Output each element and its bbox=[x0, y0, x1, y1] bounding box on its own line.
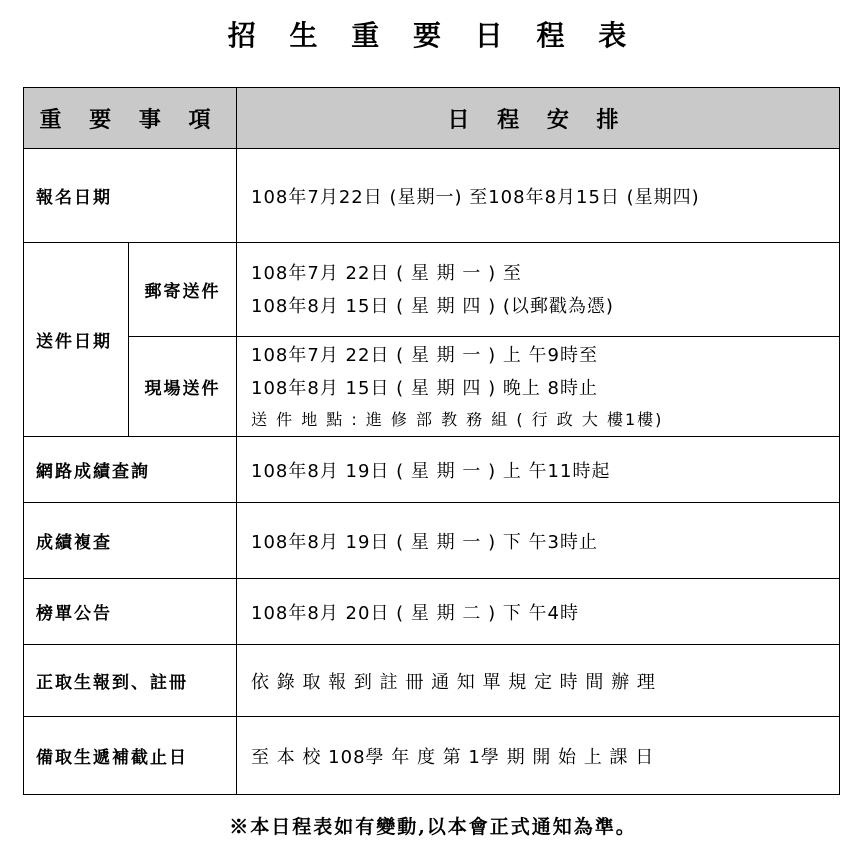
table-row bbox=[24, 149, 840, 243]
onsite-line-2: 108年8月 15日 ( 星 期 四 ) 晚上 8時止 bbox=[251, 377, 598, 399]
table-row bbox=[24, 337, 840, 437]
review-label: 成績複查 bbox=[24, 503, 237, 579]
table-row bbox=[24, 243, 840, 337]
header-schedule: 日 程 安 排 bbox=[237, 88, 840, 149]
table-row bbox=[24, 579, 840, 645]
review-value: 108年8月 19日 ( 星 期 一 ) 下 午3時止 bbox=[237, 503, 840, 579]
mail-line-1: 108年7月 22日 ( 星 期 一 ) 至 bbox=[251, 262, 522, 284]
registration-label: 報名日期 bbox=[24, 149, 237, 243]
mail-delivery-value bbox=[237, 243, 840, 337]
table-row bbox=[24, 717, 840, 795]
waitlist-label: 備取生遞補截止日 bbox=[24, 717, 237, 795]
header-important-items: 重 要 事 項 bbox=[24, 88, 237, 149]
table-header-row bbox=[24, 88, 840, 149]
announcement-value: 108年8月 20日 ( 星 期 二 ) 下 午4時 bbox=[237, 579, 840, 645]
registration-value: 108年7月22日 (星期一) 至108年8月15日 (星期四) bbox=[237, 149, 840, 243]
onsite-line-1: 108年7月 22日 ( 星 期 一 ) 上 午9時至 bbox=[251, 344, 598, 366]
enroll-value: 依 錄 取 報 到 註 冊 通 知 單 規 定 時 間 辦 理 bbox=[237, 645, 840, 717]
mail-line-2: 108年8月 15日 ( 星 期 四 ) (以郵戳為憑) bbox=[251, 295, 614, 317]
onsite-delivery-value bbox=[237, 337, 840, 437]
mail-delivery-label: 郵寄送件 bbox=[129, 243, 237, 337]
table-row bbox=[24, 645, 840, 717]
table-row bbox=[24, 503, 840, 579]
schedule-table bbox=[23, 87, 840, 795]
online-query-value: 108年8月 19日 ( 星 期 一 ) 上 午11時起 bbox=[237, 437, 840, 503]
onsite-location: 送 件 地 點 : 進 修 部 教 務 組 ( 行 政 大 樓1樓) bbox=[251, 409, 664, 429]
announcement-label: 榜單公告 bbox=[24, 579, 237, 645]
delivery-label: 送件日期 bbox=[24, 243, 129, 437]
footer-note: ※本日程表如有變動,以本會正式通知為準。 bbox=[229, 816, 637, 838]
table-row bbox=[24, 437, 840, 503]
waitlist-value: 至 本 校 108學 年 度 第 1學 期 開 始 上 課 日 bbox=[237, 717, 840, 795]
page-title: 招 生 重 要 日 程 表 bbox=[227, 19, 639, 52]
online-query-label: 網路成績查詢 bbox=[24, 437, 237, 503]
onsite-delivery-label: 現場送件 bbox=[129, 337, 237, 437]
enroll-label: 正取生報到、註冊 bbox=[24, 645, 237, 717]
